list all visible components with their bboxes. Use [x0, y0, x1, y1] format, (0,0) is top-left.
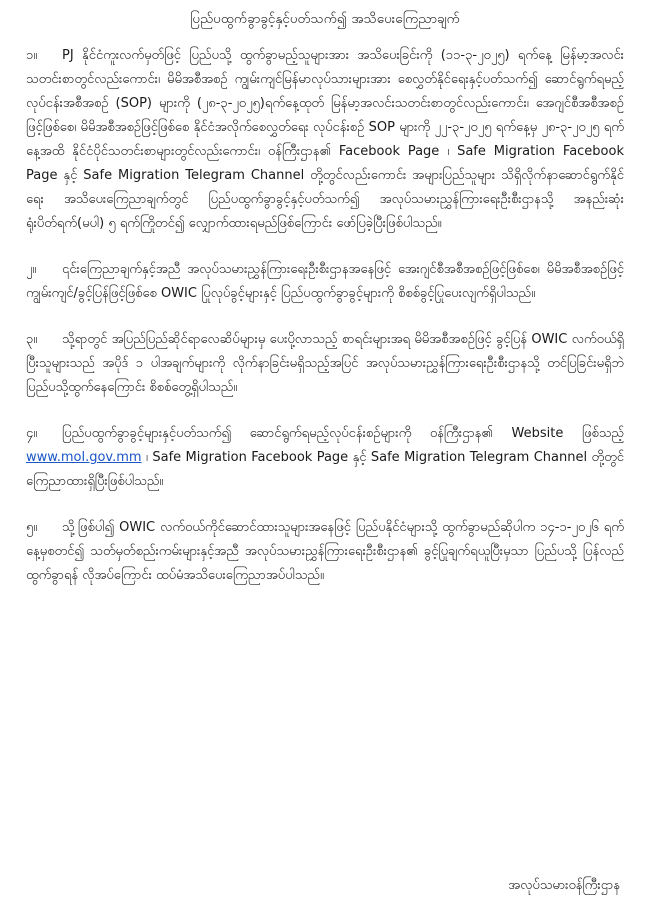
paragraph-text: PJ နိုင်ငံကူးလက်မှတ်ဖြင့် ပြည်ပသို့ ထွက်ခွာမည့်သူများအား အသိပေးခြင်းကို (၁၁-၃-၂၀၂၅) ရက်နေ့ မြန်မာ့အလင်းသတင်းစာတွင်လည်းကောင်း၊ မိမိအစီအစဉ် ကျွမ်းကျင်မြန်မာလုပ်သားများအား စေလွှတ်နိုင်ရေးနှင့်ပတ်သက်၍ ဆောင်ရွက်ရမည့် လုပ်ငန်းအစီအစဉ် (SOP) များကို (၂၈-၃-၂၀၂၅)ရက်နေ့ထုတ် မြန်မာ့အလင်းသတင်းစာတွင်လည်းကောင်း၊ အေဂျင်စီအစီအစဉ်ဖြင့်ဖြစ်စေ၊ မိမိအစီအစဉ်ဖြင့်ဖြစ်စေ နိုင်ငံအလိုက်စေလွှတ်ရေး လုပ်ငန်းစဉ် SOP များကို ၂၂-၃-၂၀၂၅ ရက်နေ့မှ ၂၈-၃-၂၀၂၅ ရက်နေ့အထိ နိုင်ငံပိုင်သတင်းစာများတွင်လည်းကောင်း၊ ဝန်ကြီးဌာန၏ Facebook Page ၊ Safe Migration Facebook Page နှင့် Safe Migration Telegram Channel တို့တွင်လည်းကောင်း အများပြည်သူများ သိရှိလိုက်နာဆောင်ရွက်နိုင်ရေး အသိပေးကြေညာချက်တွင် ပြည်ပထွက်ခွာခွင့်နှင့်ပတ်သက်၍ အလုပ်သမားညွှန်ကြားရေးဦးစီးဌာနသို့ အနည်းဆုံးရုံးပိတ်ရက်(မပါ) ၅ ရက်ကြိုတင်၍ လျှောက်ထားရမည်ဖြစ်ကြောင်း ဖော်ပြခဲ့ပြီးဖြစ်ပါသည်။ [26, 48, 624, 231]
paragraph-number: ၄။ [26, 426, 38, 441]
paragraph-4 [26, 422, 624, 494]
paragraph-text: သို့ဖြစ်ပါ၍ OWIC လက်ဝယ်ကိုင်ဆောင်ထားသူများအနေဖြင့် ပြည်ပနိုင်ငံများသို့ ထွက်ခွာမည်ဆိုပါက ၁၄-၁-၂၀၂၆ ရက်နေ့မှစတင်၍ သတ်မှတ်စည်းကမ်းများနှင့်အညီ အလုပ်သမားညွှန်ကြားရေးဦးစီးဌာန၏ ခွင့်ပြုချက်ရယူပြီးမှသာ ပြည်ပသို့ ပြန်လည်ထွက်ခွာရန် လိုအပ်ကြောင်း ထပ်မံအသိပေးကြေညာအပ်ပါသည်။ [26, 520, 624, 583]
paragraph-2 [26, 258, 624, 306]
paragraph-5 [26, 516, 624, 588]
paragraph-3 [26, 328, 624, 400]
paragraph-text: ၎င်းကြေညာချက်နှင့်အညီ အလုပ်သမားညွှန်ကြားရေးဦးစီးဌာနအနေဖြင့် အေးဂျင်စီအစီအစဉ်ဖြင့်ဖြစ်စေ၊ မိမိအစီအစဉ်ဖြင့် ကျွမ်းကျင်/ခွင့်ပြန်ဖြင့်ဖြစ်စေ OWIC ပြုလုပ်ခွင့်များနှင့် ပြည်ပထွက်ခွာခွင့်များကို စိစစ်ခွင့်ပြုပေးလျက်ရှိပါသည်။ [26, 262, 624, 301]
paragraph-number: ၃။ [26, 332, 38, 347]
paragraph-text: သို့ရာတွင် အပြည်ပြည်ဆိုင်ရာလေဆိပ်များမှ ပေးပို့လာသည့် စာရင်းများအရ မိမိအစီအစဉ်ဖြင့် ခွင့်ပြန် OWIC လက်ဝယ်ရှိပြီးသူများသည် အပိုဒ် ၁ ပါအချက်များကို လိုက်နာခြင်းမရှိသည့်အပြင် အလုပ်သမားညွှန်ကြားရေးဦးစီးဌာနသို့ တင်ပြခြင်းမရှိဘဲ ပြည်ပသို့ထွက်နေကြောင်း စိစစ်တွေ့ရှိပါသည်။ [26, 332, 624, 395]
ministry-website-link[interactable]: www.mol.gov.mm [26, 450, 142, 465]
issuing-ministry-signature: အလုပ်သမားဝန်ကြီးဌာန [508, 878, 620, 893]
paragraph-text-before-link: ပြည်ပထွက်ခွာခွင့်များနှင့်ပတ်သက်၍ ဆောင်ရွက်ရမည့်လုပ်ငန်းစဉ်များကို ဝန်ကြီးဌာန၏ Website ဖြစ်သည့် [62, 426, 624, 441]
document-title: ပြည်ပထွက်ခွာခွင့်နှင့်ပတ်သက်၍ အသိပေးကြေညာချက် [190, 11, 460, 27]
paragraph-number: ၁။ [26, 48, 38, 63]
paragraph-number: ၂။ [26, 262, 37, 277]
paragraph-1 [26, 44, 624, 236]
paragraph-number: ၅။ [26, 520, 38, 535]
paragraph-text-after-link: ၊ Safe Migration Facebook Page နှင့် Safe Migration Telegram Channel တို့တွင် ကြေညာထားရှိပြီးဖြစ်ပါသည်။ [26, 450, 624, 489]
